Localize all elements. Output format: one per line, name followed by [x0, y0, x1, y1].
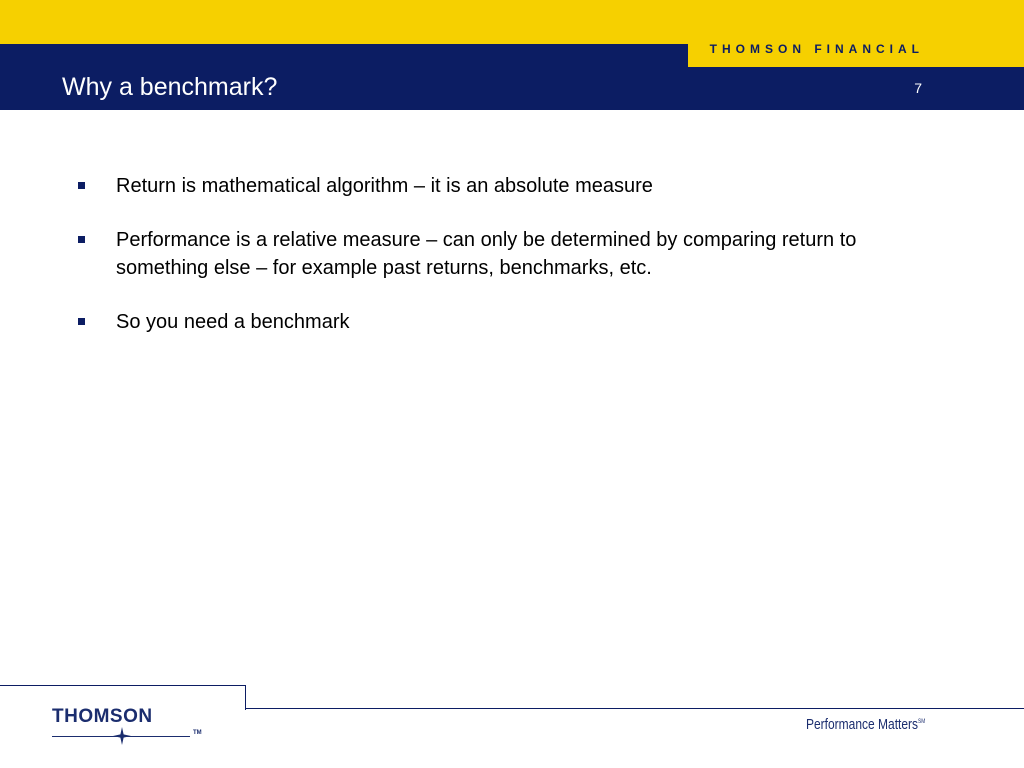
bullet-item	[0, 308, 900, 336]
brand-name: THOMSON FINANCIAL	[709, 42, 924, 56]
slide-number: 7	[914, 80, 922, 96]
slide-title: Why a benchmark?	[62, 73, 278, 101]
tagline-service-mark: SM	[918, 719, 926, 725]
thomson-logo	[52, 707, 212, 747]
bullet-text: Return is mathematical algorithm – it is an absolute measure	[116, 175, 653, 197]
tagline	[806, 716, 925, 733]
square-bullet-icon	[78, 318, 85, 325]
footer-divider	[245, 708, 1024, 709]
logo-star-row	[52, 727, 212, 747]
bullet-item	[0, 172, 900, 200]
bullet-text: Performance is a relative measure – can only be determined by comparing return to something else – for example past returns, benchmarks, etc.	[116, 229, 857, 279]
logo-wordmark: THOMSON	[52, 706, 153, 727]
square-bullet-icon	[78, 236, 85, 243]
square-bullet-icon	[78, 182, 85, 189]
compass-star-icon	[113, 727, 131, 745]
tagline-text: Performance Matters	[806, 716, 919, 733]
logo-trademark: TM	[193, 730, 202, 736]
bullet-list	[0, 172, 1024, 362]
bullet-text: So you need a benchmark	[116, 311, 350, 333]
bullet-item	[0, 226, 900, 282]
